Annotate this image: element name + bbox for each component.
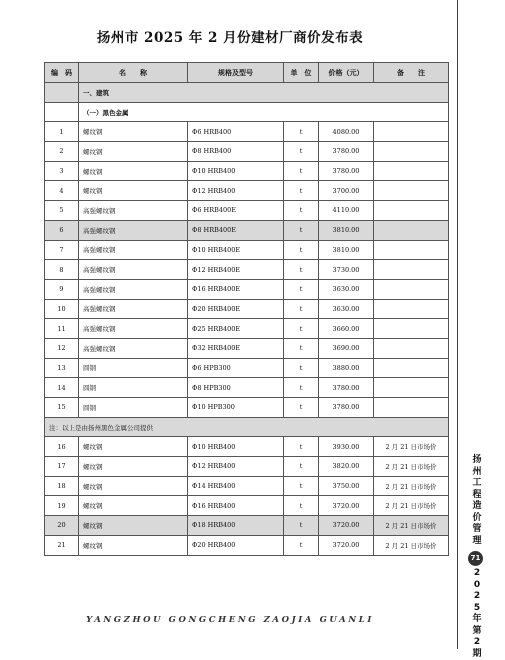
row-spec: Φ18 HRB400	[188, 516, 284, 536]
row-unit: t	[284, 476, 319, 496]
row-note	[374, 122, 449, 142]
row-code: 10	[45, 299, 79, 319]
row-code: 13	[45, 358, 79, 378]
row-name: 高强螺纹钢	[79, 279, 188, 299]
header-unit: 单 位	[284, 63, 319, 83]
row-code: 15	[45, 398, 79, 418]
row-price: 3820.00	[319, 457, 374, 477]
table-row	[45, 496, 449, 516]
row-price: 3630.00	[319, 279, 374, 299]
row-price: 3750.00	[319, 476, 374, 496]
row-note	[374, 142, 449, 162]
row-spec: Φ6 HRB400	[188, 122, 284, 142]
row-unit: t	[284, 319, 319, 339]
row-name: 高强螺纹钢	[79, 201, 188, 221]
row-spec: Φ8 HRB400E	[188, 220, 284, 240]
row-code: 12	[45, 338, 79, 358]
table-row	[45, 476, 449, 496]
page-number: 71	[468, 551, 483, 566]
row-name: 圆钢	[79, 378, 188, 398]
row-spec: Φ14 HRB400	[188, 476, 284, 496]
row-code: 14	[45, 378, 79, 398]
row-spec: Φ10 HRB400	[188, 437, 284, 457]
row-code: 21	[45, 535, 79, 555]
row-spec: Φ8 HPB300	[188, 378, 284, 398]
row-note	[374, 398, 449, 418]
row-code: 11	[45, 319, 79, 339]
row-spec: Φ10 HRB400E	[188, 240, 284, 260]
row-unit: t	[284, 181, 319, 201]
page-title: 扬州市 2025 年 2 月份建材厂商价发布表	[96, 30, 364, 46]
row-price: 3780.00	[319, 161, 374, 181]
row-unit: t	[284, 496, 319, 516]
section-title: 一、建筑	[79, 83, 449, 103]
row-price: 4080.00	[319, 122, 374, 142]
row-spec: Φ8 HRB400	[188, 142, 284, 162]
table-row	[45, 220, 449, 240]
row-name: 高强螺纹钢	[79, 338, 188, 358]
row-code: 1	[45, 122, 79, 142]
table-row	[45, 457, 449, 477]
footer-text: YANGZHOU GONGCHENG ZAOJIA GUANLI	[86, 615, 374, 625]
row-code: 20	[45, 516, 79, 536]
table-row	[45, 279, 449, 299]
row-price: 3660.00	[319, 319, 374, 339]
row-note: 2 月 21 日市场价	[374, 496, 449, 516]
table-row	[45, 299, 449, 319]
journal-name: 扬 州 工 程 造 价 管 理	[472, 455, 482, 546]
row-price: 3720.00	[319, 535, 374, 555]
row-name: 高强螺纹钢	[79, 240, 188, 260]
row-unit: t	[284, 161, 319, 181]
row-code: 17	[45, 457, 79, 477]
row-name: 螺纹钢	[79, 535, 188, 555]
row-price: 3630.00	[319, 299, 374, 319]
note-text: 注：以上是由扬州黑色金属公司提供	[45, 417, 449, 437]
row-note	[374, 240, 449, 260]
row-code: 7	[45, 240, 79, 260]
table-row	[45, 201, 449, 221]
row-name: 螺纹钢	[79, 516, 188, 536]
row-price: 3810.00	[319, 220, 374, 240]
row-spec: Φ6 HPB300	[188, 358, 284, 378]
row-note	[374, 358, 449, 378]
row-note	[374, 279, 449, 299]
header-name: 名 称	[79, 63, 188, 83]
row-name: 高强螺纹钢	[79, 299, 188, 319]
row-unit: t	[284, 142, 319, 162]
row-price: 3720.00	[319, 516, 374, 536]
row-note	[374, 319, 449, 339]
row-price: 3810.00	[319, 240, 374, 260]
side-divider	[457, 0, 458, 649]
row-unit: t	[284, 437, 319, 457]
row-spec: Φ12 HRB400	[188, 457, 284, 477]
row-unit: t	[284, 398, 319, 418]
table-row	[45, 142, 449, 162]
row-note	[374, 260, 449, 280]
row-note	[374, 201, 449, 221]
row-unit: t	[284, 516, 319, 536]
row-name: 高强螺纹钢	[79, 260, 188, 280]
row-note	[374, 338, 449, 358]
row-code: 2	[45, 142, 79, 162]
row-note: 2 月 21 日市场价	[374, 437, 449, 457]
row-price: 3780.00	[319, 398, 374, 418]
row-unit: t	[284, 279, 319, 299]
subsection-title: （一）黑色金属	[79, 102, 449, 122]
row-code: 8	[45, 260, 79, 280]
row-note	[374, 161, 449, 181]
row-price: 3720.00	[319, 496, 374, 516]
row-note: 2 月 21 日市场价	[374, 476, 449, 496]
row-price: 4110.00	[319, 201, 374, 221]
table-row	[45, 516, 449, 536]
table-header	[45, 63, 449, 83]
row-unit: t	[284, 358, 319, 378]
table-row	[45, 398, 449, 418]
row-note	[374, 378, 449, 398]
row-price: 3780.00	[319, 142, 374, 162]
row-code: 5	[45, 201, 79, 221]
row-name: 螺纹钢	[79, 496, 188, 516]
row-price: 3780.00	[319, 378, 374, 398]
table-row	[45, 181, 449, 201]
row-unit: t	[284, 378, 319, 398]
row-price: 3700.00	[319, 181, 374, 201]
row-spec: Φ16 HRB400E	[188, 279, 284, 299]
row-name: 圆钢	[79, 358, 188, 378]
row-note: 2 月 21 日市场价	[374, 516, 449, 536]
row-spec: Φ16 HRB400	[188, 496, 284, 516]
row-price: 3690.00	[319, 338, 374, 358]
row-spec: Φ12 HRB400	[188, 181, 284, 201]
header-code: 编 码	[45, 63, 79, 83]
note-row	[45, 417, 449, 437]
row-code: 16	[45, 437, 79, 457]
row-note	[374, 299, 449, 319]
row-note	[374, 181, 449, 201]
price-table	[44, 62, 449, 556]
row-unit: t	[284, 299, 319, 319]
row-spec: Φ6 HRB400E	[188, 201, 284, 221]
section-row	[45, 83, 449, 103]
row-spec: Φ20 HRB400E	[188, 299, 284, 319]
row-unit: t	[284, 240, 319, 260]
row-name: 螺纹钢	[79, 476, 188, 496]
row-unit: t	[284, 122, 319, 142]
row-spec: Φ25 HRB400E	[188, 319, 284, 339]
table-row	[45, 535, 449, 555]
row-spec: Φ10 HRB400	[188, 161, 284, 181]
header-spec: 规格及型号	[188, 63, 284, 83]
row-name: 螺纹钢	[79, 142, 188, 162]
row-unit: t	[284, 220, 319, 240]
table-row	[45, 161, 449, 181]
row-note	[374, 220, 449, 240]
row-code: 19	[45, 496, 79, 516]
table-row	[45, 122, 449, 142]
header-note: 备 注	[374, 63, 449, 83]
table-row	[45, 338, 449, 358]
row-spec: Φ10 HPB300	[188, 398, 284, 418]
row-name: 螺纹钢	[79, 122, 188, 142]
row-note: 2 月 21 日市场价	[374, 457, 449, 477]
row-code: 3	[45, 161, 79, 181]
row-price: 3930.00	[319, 437, 374, 457]
row-name: 螺纹钢	[79, 181, 188, 201]
subsection-row	[45, 102, 449, 122]
table-row	[45, 437, 449, 457]
row-name: 高强螺纹钢	[79, 220, 188, 240]
row-unit: t	[284, 457, 319, 477]
row-unit: t	[284, 535, 319, 555]
row-code: 9	[45, 279, 79, 299]
table-row	[45, 358, 449, 378]
row-spec: Φ20 HRB400	[188, 535, 284, 555]
row-spec: Φ12 HRB400E	[188, 260, 284, 280]
row-spec: Φ32 HRB400E	[188, 338, 284, 358]
row-name: 圆钢	[79, 398, 188, 418]
table-row	[45, 378, 449, 398]
issue-label: 2 0 2 5 年 第 2 期	[472, 568, 482, 659]
row-code: 4	[45, 181, 79, 201]
row-price: 3880.00	[319, 358, 374, 378]
row-unit: t	[284, 201, 319, 221]
row-code: 6	[45, 220, 79, 240]
row-unit: t	[284, 338, 319, 358]
row-note: 2 月 21 日市场价	[374, 535, 449, 555]
table-row	[45, 319, 449, 339]
row-name: 高强螺纹钢	[79, 319, 188, 339]
row-name: 螺纹钢	[79, 457, 188, 477]
row-code: 18	[45, 476, 79, 496]
row-price: 3730.00	[319, 260, 374, 280]
table-row	[45, 260, 449, 280]
row-unit: t	[284, 260, 319, 280]
row-name: 螺纹钢	[79, 161, 188, 181]
row-name: 螺纹钢	[79, 437, 188, 457]
table-row	[45, 240, 449, 260]
header-price: 价格（元）	[319, 63, 374, 83]
